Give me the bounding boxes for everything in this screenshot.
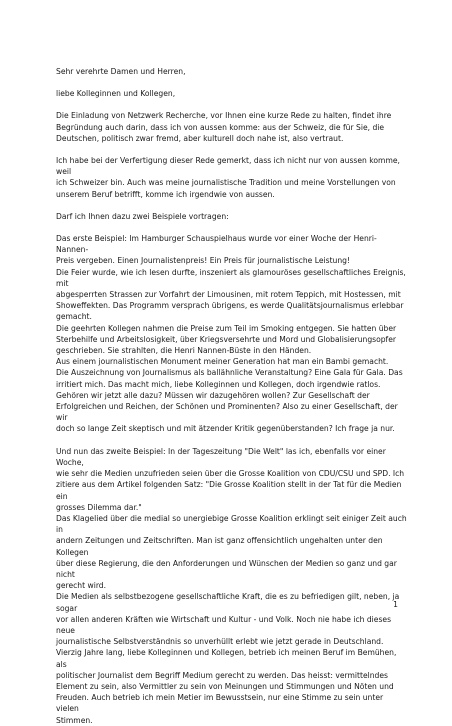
intro-paragraph: Die Einladung von Netzwerk Recherche, vor Ihnen eine kurze Rede zu halten, findet ihre Begründung auch darin, dass ich von aussen komme: aus der Schweiz, die für Sie, die Deutschen, politisch zwar fremd, aber kulturell doch nahe ist, also vertraut. (56, 111, 392, 143)
page-number: 1 (393, 600, 398, 609)
second-example-paragraph: Und nun das zweite Beispiel: In der Tageszeitung "Die Welt" las ich, ebenfalls vor einer Woche, wie sehr die Medien unzufrieden seien über die Grosse Koalition von CDU/CSU und SPD. Ich zitiere aus dem Artikel folgenden Satz: "Die Grosse Koalition stellt in der Tat für die Medien ein grosses Dilemma dar." Das Klagelied über die medial so unergiebige Grosse Koalition erklingt seit einiger Zeit auch in andern Zeitungen und Zeitschriften. Man ist ganz offensichtlich ungehalten unter den Kollegen über diese Regierung, die den Anforderungen und Wünschen der Medien so ganz und gar nicht gerecht wird. Die Medien als selbstbezogene gesellschaftliche Kraft, die es zu befriedigen gilt, neben, ja sogar vor allen anderen Kräften wie Wirtschaft und Kultur - und Volk. Noch nie habe ich dieses neue journalistische Selbstverständnis so unverhüllt erlebt wie jetzt gerade in Deutschland. Vierzig Jahre lang, liebe Kolleginnen und Kollegen, betrieb ich meinen Beruf im Bemühen, als politischer Journalist dem Begriff Medium gerecht zu werden. Das heisst: vermittelndes Element zu sein, also Vermittler zu sein von Meinungen und Stimmungen und Nöten und Freuden. Auch betrieb ich mein Metier im Bewusstsein, nur eine Stimme zu sein unter vielen Stimmen. (56, 446, 407, 725)
salutation-paragraph: Sehr verehrte Damen und Herren, (56, 67, 186, 76)
document-body (56, 66, 408, 726)
first-example-paragraph: Das erste Beispiel: Im Hamburger Schauspielhaus wurde vor einer Woche der Henri-Nannen- Preis vergeben. Einen Journalistenpreis! Ein Preis für journalistische Leistung! Die Feier wurde, wie ich lesen durfte, inszeniert als glamouröses gesellschaftliches Ereignis, mit abgesperrten Strassen zur Vorfahrt der Limousinen, mit rotem Teppich, mit Hostessen, mit Showeffekten. Das Programm versprach übrigens, es werde Qualitätsjournalismus erlebbar gemacht. Die geehrten Kollegen nahmen die Preise zum Teil im Smoking entgegen. Sie hatten über Sterbehilfe und Arbeitslosigkeit, über Kriegsversehrte und Mord und Globalisierungsopfer geschrieben. Sie strahlten, die Henri Nannen-Büste in den Händen. Aus einem journalistischen Monument meiner Generation hat man ein Bambi gemacht. Die Auszeichnung von Journalismus als ballähnliche Veranstaltung? Eine Gala für Gala. Das irritiert mich. Das macht mich, liebe Kolleginnen und Kollegen, doch irgendwie ratlos. Gehören wir jetzt alle dazu? Müssen wir dazugehören wollen? Zur Gesellschaft der Erfolgreichen und Reichen, der Schönen und Prominenten? Also zu einer Gesellschaft, der wir doch so lange Zeit skeptisch und mit ätzender Kritik gegenüberstanden? Ich frage ja nur. (56, 234, 406, 434)
examples-intro-paragraph: Darf ich Ihnen dazu zwei Beispiele vortragen: (56, 211, 229, 221)
salutation-colleagues-paragraph: liebe Kolleginnen und Kollegen, (56, 89, 176, 99)
outsider-paragraph: Ich habe bei der Verfertigung dieser Rede gemerkt, dass ich nicht nur von aussen komme, weil ich Schweizer bin. Auch was meine journalistische Tradition und meine Vorstellungen von unserem Beruf betrifft, komme ich irgendwie von aussen. (56, 156, 400, 199)
